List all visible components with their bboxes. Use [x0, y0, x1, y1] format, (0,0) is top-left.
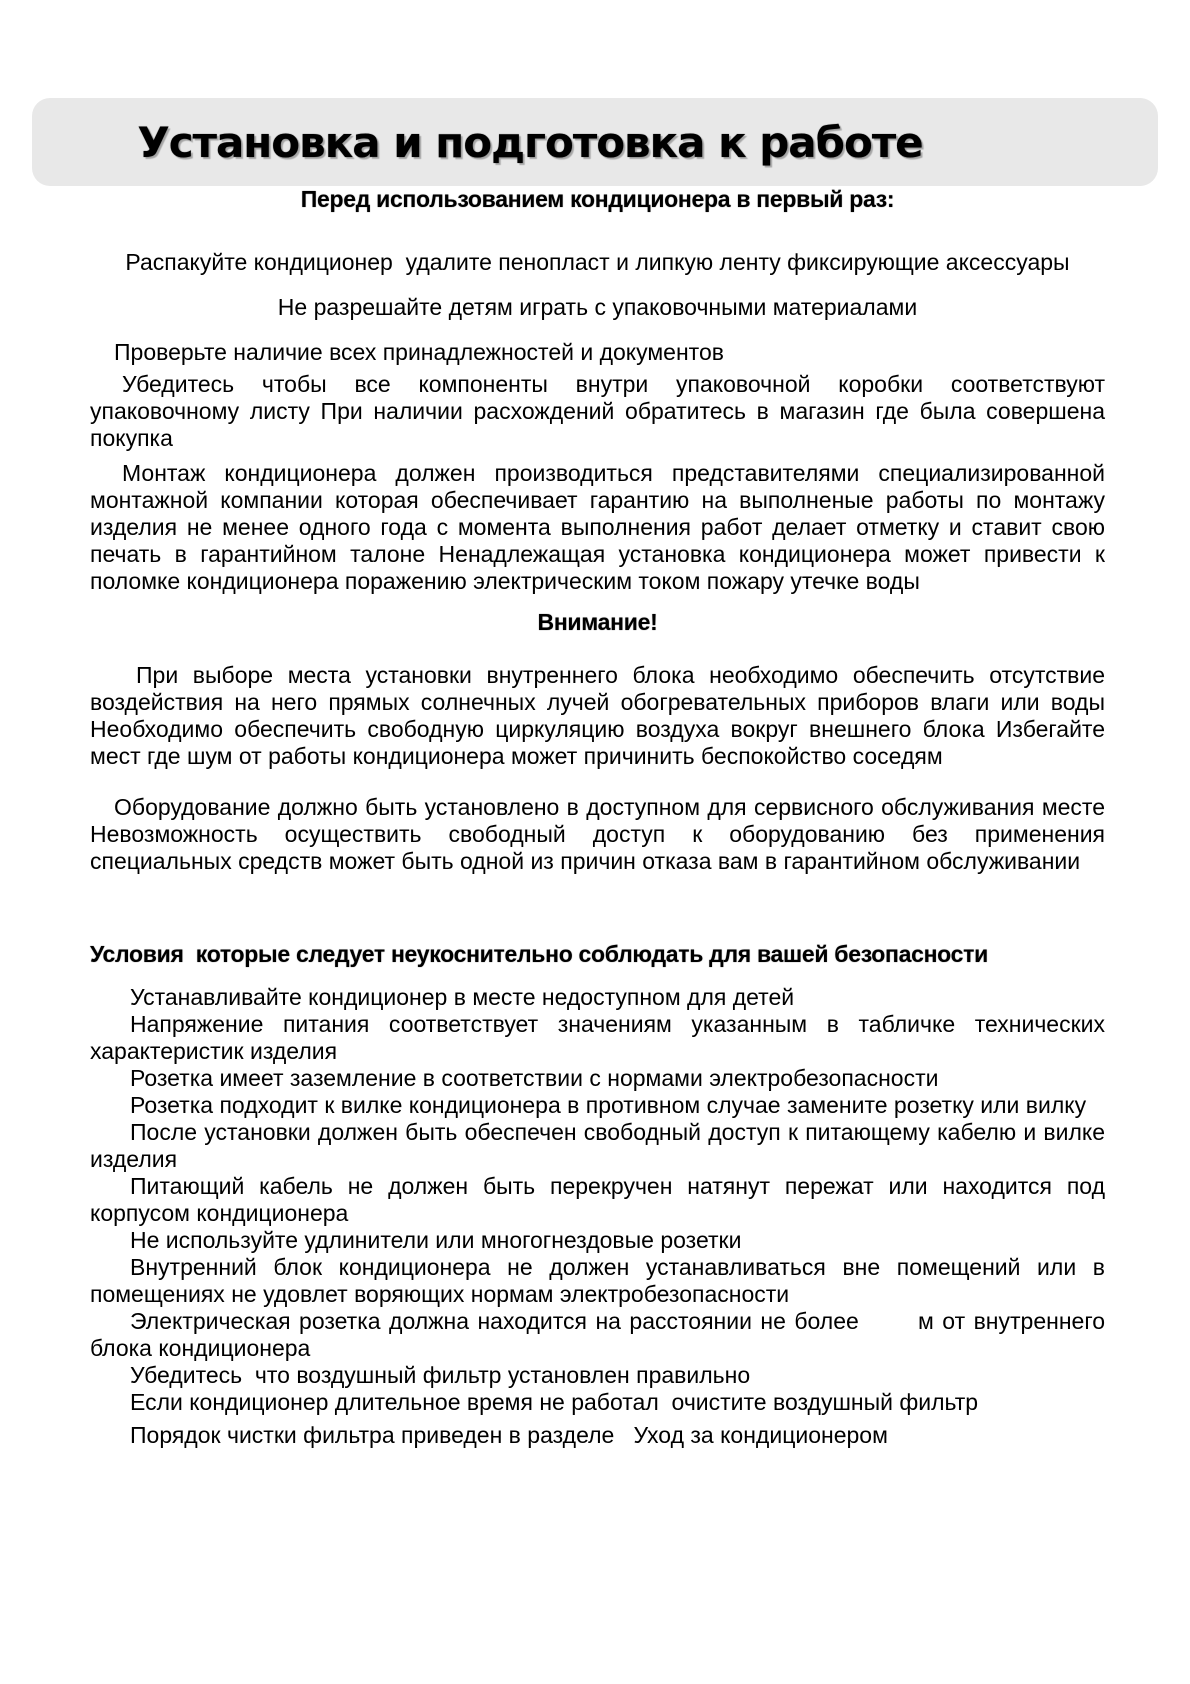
safety-heading: Условия которые следует неукоснительно соблюдать для вашей безопасности: [90, 941, 988, 967]
unpack-instruction: Распакуйте кондиционер удалите пенопласт и липкую ленту фиксирующие аксессуары: [125, 249, 1070, 275]
safety-item: Электрическая розетка должна находится на расстоянии не более м от внутреннего блока кондиционера: [90, 1308, 1105, 1361]
safety-item: Розетка подходит к вилке кондиционера в противном случае замените розетку или вилку: [130, 1092, 1087, 1118]
page-title: Установка и подготовка к работе: [137, 117, 923, 167]
placement-paragraph: При выборе места установки внутреннего блока необходимо обеспечить отсутствие воздействия на него прямых солнечных лучей обогревательных приборов влаги или воды Необходимо обеспечить свободную циркуляцию воздуха вокруг внешнего блока Избегайте мест где шум от работы кондиционера может причинить беспокойство соседям: [90, 662, 1105, 769]
safety-item: Устанавливайте кондиционер в месте недоступном для детей: [130, 984, 795, 1010]
intro-subtitle: Перед использованием кондиционера в первый раз:: [300, 186, 895, 212]
safety-item: Убедитесь что воздушный фильтр установлен правильно: [130, 1362, 751, 1388]
safety-item: Напряжение питания соответствует значениям указанным в табличке технических характеристик изделия: [90, 1011, 1105, 1064]
safety-item: После установки должен быть обеспечен свободный доступ к питающему кабелю и вилке изделия: [90, 1119, 1105, 1172]
safety-item: Порядок чистки фильтра приведен в разделе Уход за кондиционером: [130, 1422, 888, 1448]
safety-item: Если кондиционер длительное время не работал очистите воздушный фильтр: [130, 1389, 979, 1415]
check-accessories-instruction: Проверьте наличие всех принадлежностей и документов: [114, 339, 724, 365]
title-banner: [32, 98, 1158, 186]
safety-item: Внутренний блок кондиционера не должен устанавливаться вне помещений или в помещениях не удовлет воряющих нормам электробезопасности: [90, 1254, 1105, 1307]
service-access-paragraph: Оборудование должно быть установлено в доступном для сервисного обслуживания месте Невозможность осуществить свободный доступ к оборудованию без применения специальных средств может быть одной из причин отказа вам в гарантийном обслуживании: [90, 794, 1105, 874]
children-warning: Не разрешайте детям играть с упаковочными материалами: [277, 294, 918, 320]
attention-heading: Внимание!: [537, 609, 658, 635]
safety-item: Розетка имеет заземление в соответствии с нормами электробезопасности: [130, 1065, 939, 1091]
safety-item: Питающий кабель не должен быть перекручен натянут пережат или находится под корпусом кондиционера: [90, 1173, 1105, 1226]
safety-item: Не используйте удлинители или многогнездовые розетки: [130, 1227, 742, 1253]
packing-list-paragraph: Убедитесь чтобы все компоненты внутри упаковочной коробки соответствуют упаковочному листу При наличии расхождений обратитесь в магазин где была совершена покупка: [90, 371, 1105, 451]
installation-paragraph: Монтаж кондиционера должен производиться представителями специализированной монтажной компании которая обеспечивает гарантию на выполненые работы по монтажу изделия не менее одного года с момента выполнения работ делает отметку и ставит свою печать в гарантийном талоне Ненадлежащая установка кондиционера может привести к поломке кондиционера поражению электрическим током пожару утечке воды: [90, 460, 1105, 594]
